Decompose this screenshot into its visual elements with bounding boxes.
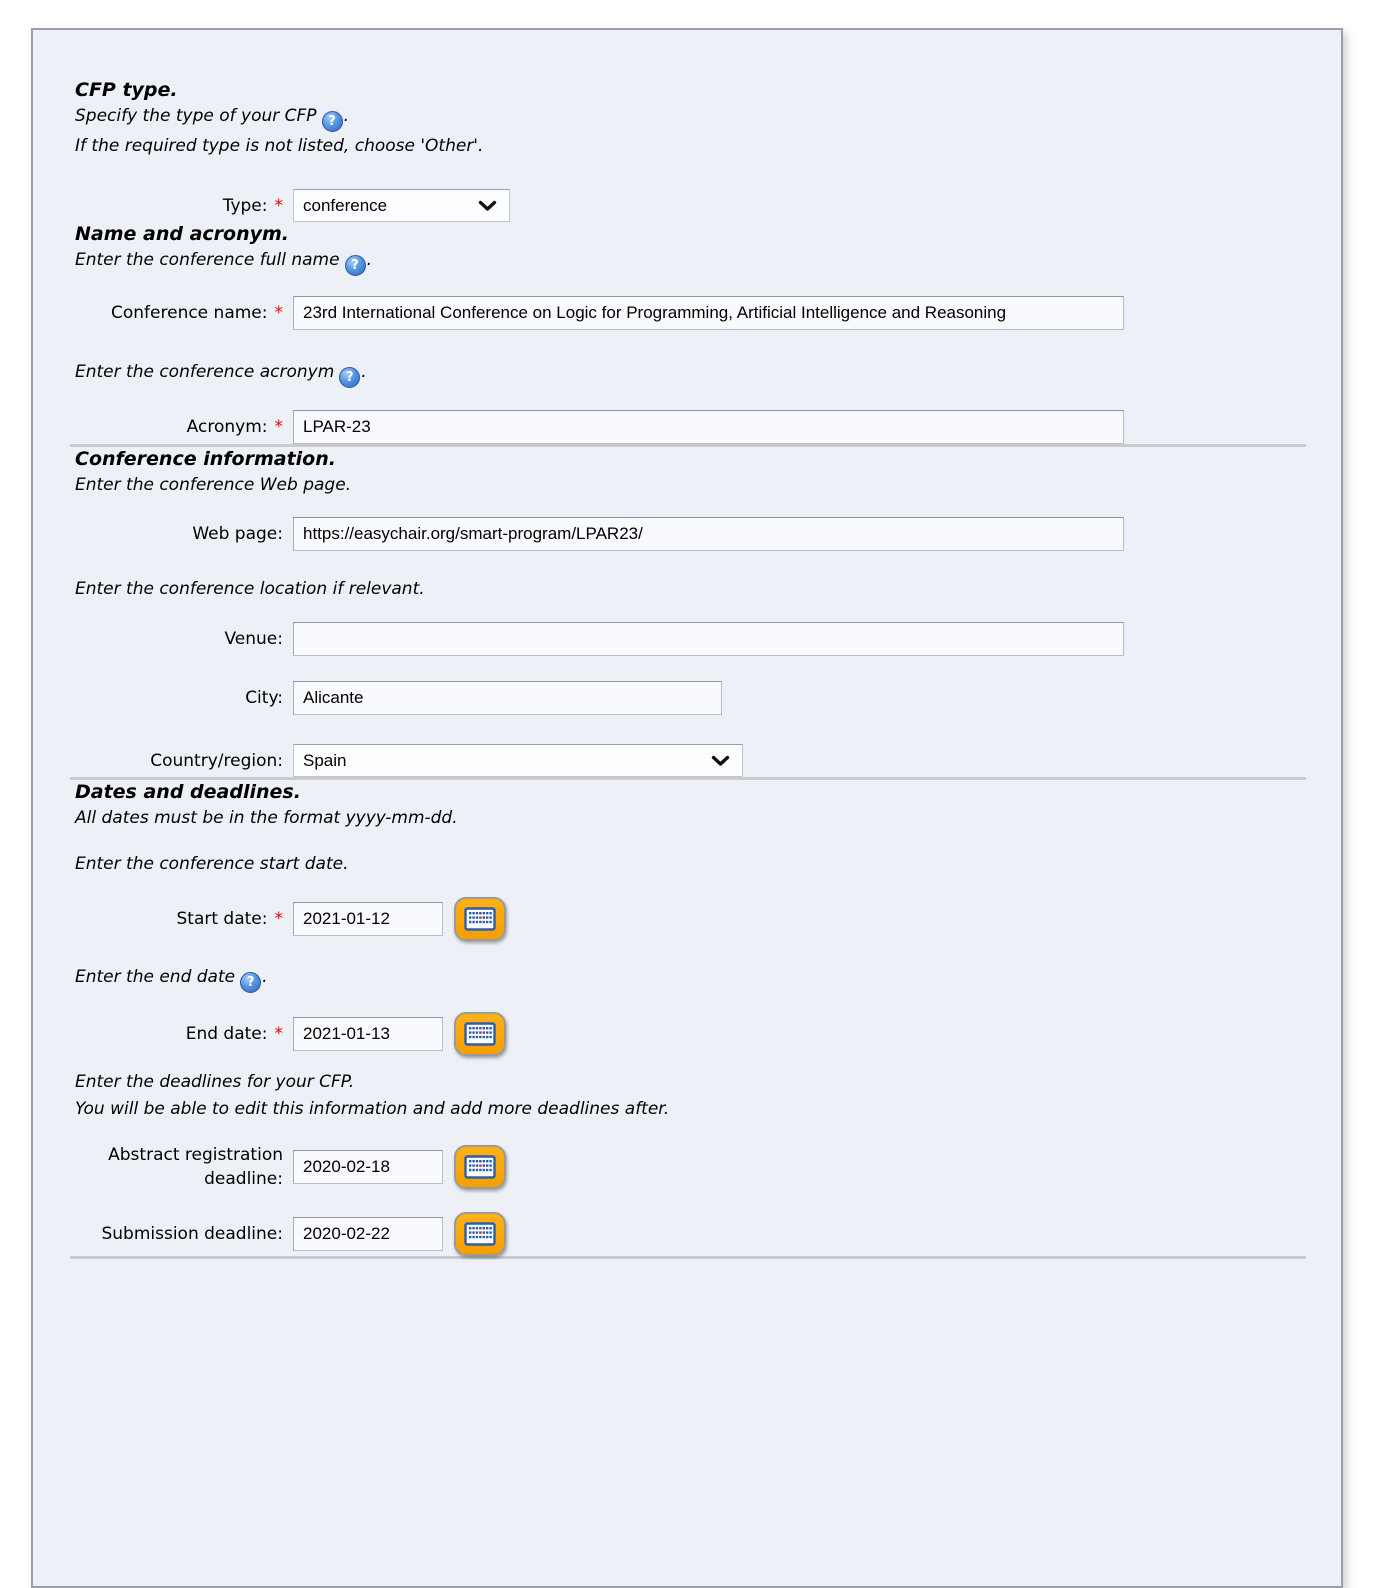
city-label: City:: [245, 688, 283, 708]
required-asterisk: *: [274, 417, 283, 437]
conference-name-row: [75, 296, 1341, 330]
help-icon[interactable]: ?: [322, 111, 343, 132]
calendar-icon: [464, 1155, 496, 1179]
submission-deadline-input[interactable]: [293, 1217, 443, 1251]
city-input[interactable]: [293, 681, 722, 715]
end-date-row: [75, 1012, 1341, 1056]
abstract-deadline-label: Abstract registration deadline:: [108, 1145, 283, 1189]
acronym-label: Acronym: *: [186, 417, 283, 437]
calendar-icon: [464, 1222, 496, 1246]
end-date-input[interactable]: [293, 1017, 443, 1051]
required-asterisk: *: [274, 303, 283, 323]
abstract-deadline-row: [75, 1143, 1341, 1191]
section-heading-conference-info: Conference information.: [75, 448, 336, 470]
conference-name-input[interactable]: [293, 296, 1124, 330]
end-date-calendar-button[interactable]: [454, 1012, 506, 1056]
section-heading-name-acronym: Name and acronym.: [75, 223, 290, 245]
city-row: [75, 681, 1341, 715]
acronym-input[interactable]: [293, 410, 1124, 444]
webpage-input[interactable]: [293, 517, 1124, 551]
required-asterisk: *: [274, 909, 283, 929]
cfp-type-instruction-1: Specify the type of your CFP ? .: [75, 103, 1341, 132]
webpage-instruction: Enter the conference Web page.: [75, 475, 352, 495]
acronym-instruction: Enter the conference acronym ? .: [75, 359, 1341, 388]
webpage-label: Web page:: [192, 524, 283, 544]
calendar-icon: [464, 1022, 496, 1046]
venue-row: [75, 622, 1341, 656]
webpage-row: [75, 517, 1341, 551]
country-label: Country/region:: [150, 750, 283, 771]
chevron-down-icon: [711, 755, 730, 767]
end-date-instruction: Enter the end date ? .: [75, 964, 1341, 993]
venue-input[interactable]: [293, 622, 1124, 656]
abstract-deadline-calendar-button[interactable]: [454, 1145, 506, 1189]
country-select[interactable]: Spain: [293, 744, 743, 777]
venue-label: Venue:: [224, 629, 283, 649]
section-divider: [70, 1256, 1306, 1259]
acronym-row: [75, 410, 1341, 444]
cfp-type-instruction-2: If the required type is not listed, choose 'Other'.: [75, 136, 484, 156]
start-date-input[interactable]: [293, 902, 443, 936]
type-select[interactable]: conference: [293, 189, 510, 222]
start-date-row: [75, 897, 1341, 941]
help-icon[interactable]: ?: [240, 972, 261, 993]
cfp-form-panel: [31, 28, 1343, 1588]
required-asterisk: *: [274, 1024, 283, 1044]
chevron-down-icon: [478, 200, 497, 212]
fullname-instruction: Enter the conference full name ? .: [75, 247, 1341, 276]
help-icon[interactable]: ?: [345, 255, 366, 276]
deadlines-instruction: Enter the deadlines for your CFP. You will be able to edit this information and add more deadlines after.: [75, 1072, 670, 1119]
section-heading-cfp-type: CFP type.: [75, 79, 178, 101]
calendar-icon: [464, 907, 496, 931]
start-date-calendar-button[interactable]: [454, 897, 506, 941]
date-format-instruction: All dates must be in the format yyyy-mm-dd.: [75, 808, 458, 828]
abstract-deadline-input[interactable]: [293, 1150, 443, 1184]
required-asterisk: *: [274, 195, 283, 216]
help-icon[interactable]: ?: [339, 367, 360, 388]
start-date-instruction: Enter the conference start date.: [75, 854, 349, 874]
type-label: Type: *: [222, 195, 283, 216]
type-row: [75, 189, 1341, 222]
start-date-label: Start date: *: [176, 909, 283, 929]
section-heading-dates: Dates and deadlines.: [75, 781, 301, 803]
location-instruction: Enter the conference location if relevant.: [75, 579, 425, 599]
country-row: [75, 744, 1341, 777]
end-date-label: End date: *: [185, 1024, 283, 1044]
conference-name-label: Conference name: *: [111, 303, 283, 323]
submission-deadline-label: Submission deadline:: [101, 1224, 283, 1244]
submission-deadline-row: [75, 1212, 1341, 1256]
submission-deadline-calendar-button[interactable]: [454, 1212, 506, 1256]
